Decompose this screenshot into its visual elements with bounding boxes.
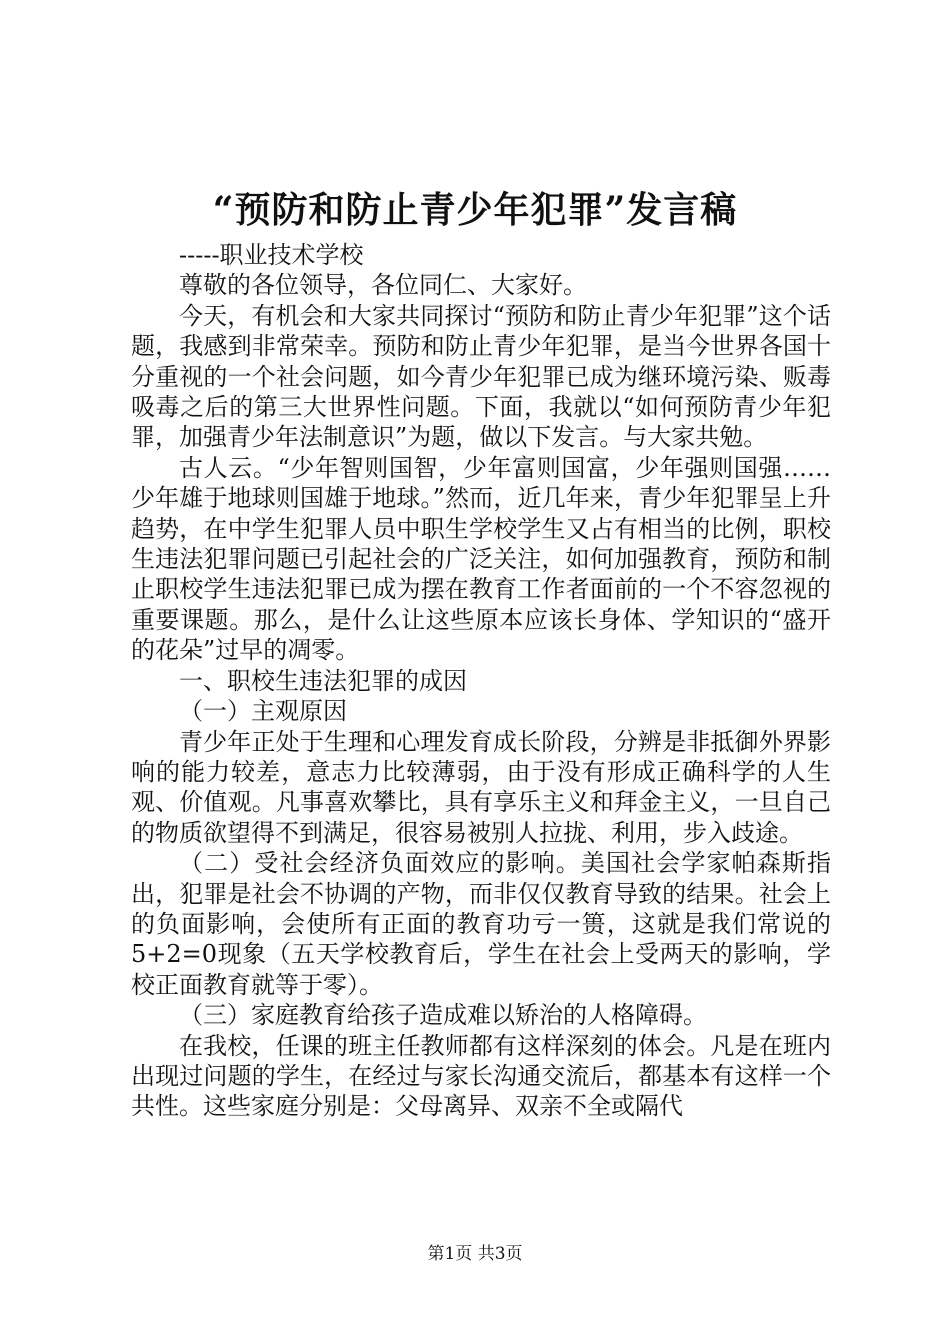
document-body (131, 240, 831, 1122)
intro-paragraph: 今天，有机会和大家共同探讨“预防和防止青少年犯罪”这个话题，我感到非常荣幸。预防和防止青少年犯罪，是当今世界各国十分重视的一个社会问题，如今青少年犯罪已成为继环境污染、贩毒吸毒之后的第三大世界性问题。下面，我就以“如何预防青少年犯罪，加强青少年法制意识”为题，做以下发言。与大家共勉。 (131, 301, 831, 452)
author-line: -----职业技术学校 (179, 241, 364, 269)
greeting-paragraph: 尊敬的各位领导，各位同仁、大家好。 (179, 271, 587, 300)
school-experience-paragraph: 在我校，任课的班主任教师都有这样深刻的体会。凡是在班内出现过问题的学生，在经过与家长沟通交流后，都基本有这样一个共性。这些家庭分别是：父母离异、双亲不全或隔代 (131, 1031, 831, 1121)
quote-paragraph: 古人云。“少年智则国智，少年富则国富，少年强则国强……少年雄于地球则国雄于地球。”然而，近几年来，青少年犯罪呈上升趋势，在中学生犯罪人员中职生学校学生又占有相当的比例，职校生违法犯罪问题已引起社会的广泛关注，如何加强教育，预防和制止职校学生违法犯罪已成为摆在教育工作者面前的一个不容忽视的重要课题。那么，是什么让这些原本应该长身体、学知识的“盛开的花朵”过早的凋零。 (131, 453, 831, 665)
page-number-footer: 第1页 共3页 (427, 1244, 523, 1264)
social-influence-paragraph: （二）受社会经济负面效应的影响。美国社会学家帕森斯指出，犯罪是社会不协调的产物，而非仅仅教育导致的结果。社会上的负面影响，会使所有正面的教育功亏一篑，这就是我们常说的5+2=0现象（五天学校教育后，学生在社会上受两天的影响，学校正面教育就等于零）。 (131, 849, 831, 999)
document-title: “预防和防止青少年犯罪”发言稿 (212, 189, 738, 231)
subjective-cause-paragraph: 青少年正处于生理和心理发育成长阶段，分辨是非抵御外界影响的能力较差，意志力比较薄弱，由于没有形成正确科学的人生观、价值观。凡事喜欢攀比，具有享乐主义和拜金主义，一旦自己的物质欲望得不到满足，很容易被别人拉拢、利用，步入歧途。 (131, 727, 831, 847)
family-education-heading: （三）家庭教育给孩子造成难以矫治的人格障碍。 (179, 1001, 707, 1030)
subsection-heading: （一）主观原因 (179, 697, 347, 726)
section-heading: 一、职校生违法犯罪的成因 (179, 666, 467, 695)
